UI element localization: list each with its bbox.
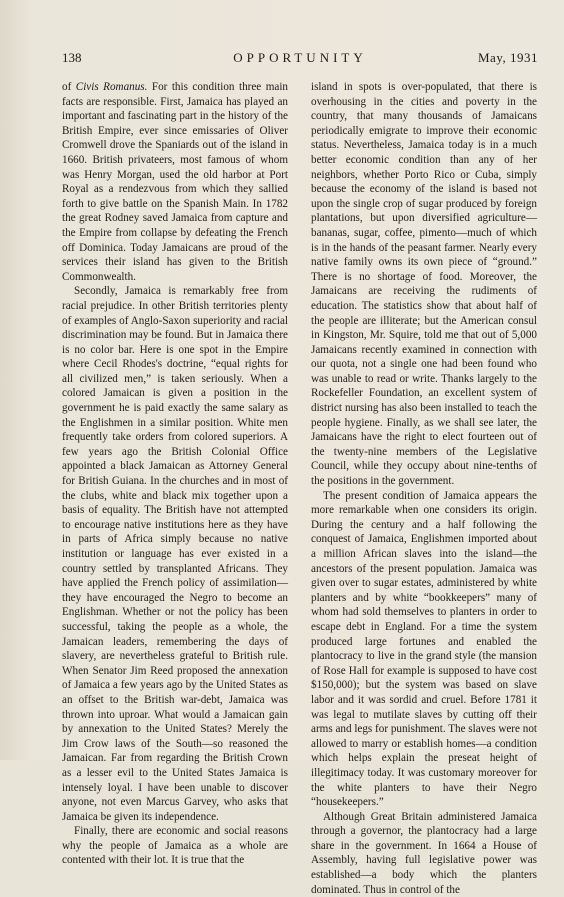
paragraph-text: of	[62, 81, 76, 93]
italic-phrase: Civis Romanus.	[75, 81, 148, 93]
paragraph: Finally, there are economic and social reasons why the people of Jamaica as a whole are contented with their lot. It is true that the	[62, 825, 288, 867]
paragraph	[62, 80, 288, 284]
page-header	[62, 50, 538, 68]
paragraph: island in spots is over-populated, that there is overhousing in the cities and poverty in the country, that many thousands of Jamaicans periodically emigrate to improve their economic status. Nevertheless, Jamaica today is in a much better economic condition than any of her neighbors, whether Porto Rico or Cuba, simply because the economy of the island is based not upon the single crop of sugar produced by foreign plantations, but upon diversified agriculture—bananas, sugar, coffee, pimento—much of which is in the hands of the peasant farmer. Nearly every native family owns its own piece of “ground.” There is no shortage of food. Moreover, the Jamaicans are receiving the rudiments of education. The statistics show that about half of the people are illiterate; but the American consul in Kingston, Mr. Squire, told me that out of 5,000 Jamaicans recently examined in connection with our quota, not a single one had been found who was unable to read or write. Thanks largely to the Rockefeller Foundation, an excellent system of district nursing has also been installed to teach the people hygiene. Finally, as we shall see later, the Jamaicans have the right to elect fourteen out of the twenty-nine members of the Legislative Council, while they occupy about nine-tenths of the positions in the government.	[311, 81, 537, 488]
paragraph: The present condition of Jamaica appears the more remarkable when one considers its origin. During the century and a half following the conquest of Jamaica, Englishmen imported about a million African slaves into the island—the ancestors of the present population. Jamaica was given over to sugar estates, administered by white planters and by white “bookkeepers” many of whom had sold themselves to planters in order to escape debt in England. For a time the system produced large fortunes and enabled the plantocracy to live in the grand style (the mansion of Rose Hall for example is supposed to have cost $150,000); but the system was based on slave labor and it was sordid and cruel. Before 1781 it was legal to mutilate slaves by cutting off their arms and legs for punishment. The slaves were not allowed to marry or establish homes—a condition which helps explain the preseat height of illegitimacy today. It was customary moreover for the white planters to have their Negro “housekeepers.”	[311, 489, 537, 809]
right-column	[311, 80, 537, 897]
paragraph: Secondly, Jamaica is remarkably free from racial prejudice. In other British territories plenty of examples of Anglo-Saxon superiority and racial discrimination may be found. But in Jamaica there is no color bar. Here is one spot in the Empire where Cecil Rhodes's doctrine, “equal rights for all civilized men,” is taken seriously. When a colored Jamaican is given a position in the government he is paid exactly the same salary as the Englishmen in a similar position. White men frequently take orders from colored superiors. A few years ago the British Colonial Office appointed a black Jamaican as Attorney General for British Guiana. In the churches and in most of the clubs, white and black mix together upon a basis of equality. The British have not attempted to encourage native institutions here as they have in parts of Africa simply because no native institution or language has ever existed in a country settled by transplanted Africans. They have applied the French policy of assimilation—they have encouraged the Negro to become an Englishman. Whether or not the policy has been successful, taking the people as a whole, the Jamaican leaders, remembering the days of slavery, are nevertheless grateful to British rule. When Senator Jim Reed proposed the annexation of Jamaica a few years ago by the United States as an offset to the British war-debt, Jamaica was thrown into uproar. What would a Jamaican gain by annexation to the United States? Merely the Jim Crow laws of the South—so reasoned the Jamaican. Far from regarding the British Crown as a lesser evil to the United States Jamaica is intensely loyal. I have been unable to discover anyone, not even Marcus Garvey, who asks that Jamaica be given its independence.	[62, 285, 288, 823]
magazine-title: OPPORTUNITY	[233, 50, 367, 65]
issue-date: May, 1931	[478, 50, 538, 65]
left-column	[62, 80, 288, 868]
paragraph: Although Great Britain administered Jamaica through a governor, the plantocracy had a large share in the government. In 1664 a House of Assembly, having full legislative power was established—a body which the planters dominated. Thus in control of the	[311, 810, 537, 896]
paragraph-text: For this condition three main facts are responsible. First, Jamaica has played an important and fascinating part in the history of the British Empire, ever since emissaries of Oliver Cromwell drove the Spaniards out of the island in 1660. British privateers, most famous of whom was Henry Morgan, used the old harbor at Port Royal as a rendezvous from which they sallied forth to give battle on the Spanish Main. In 1782 the great Rodney saved Jamaica from capture and the Empire from collapse by defeating the French off Dominica. Today Jamaicans are proud of the services their island has given to the British Commonwealth.	[62, 81, 288, 283]
page-number: 138	[62, 50, 82, 65]
